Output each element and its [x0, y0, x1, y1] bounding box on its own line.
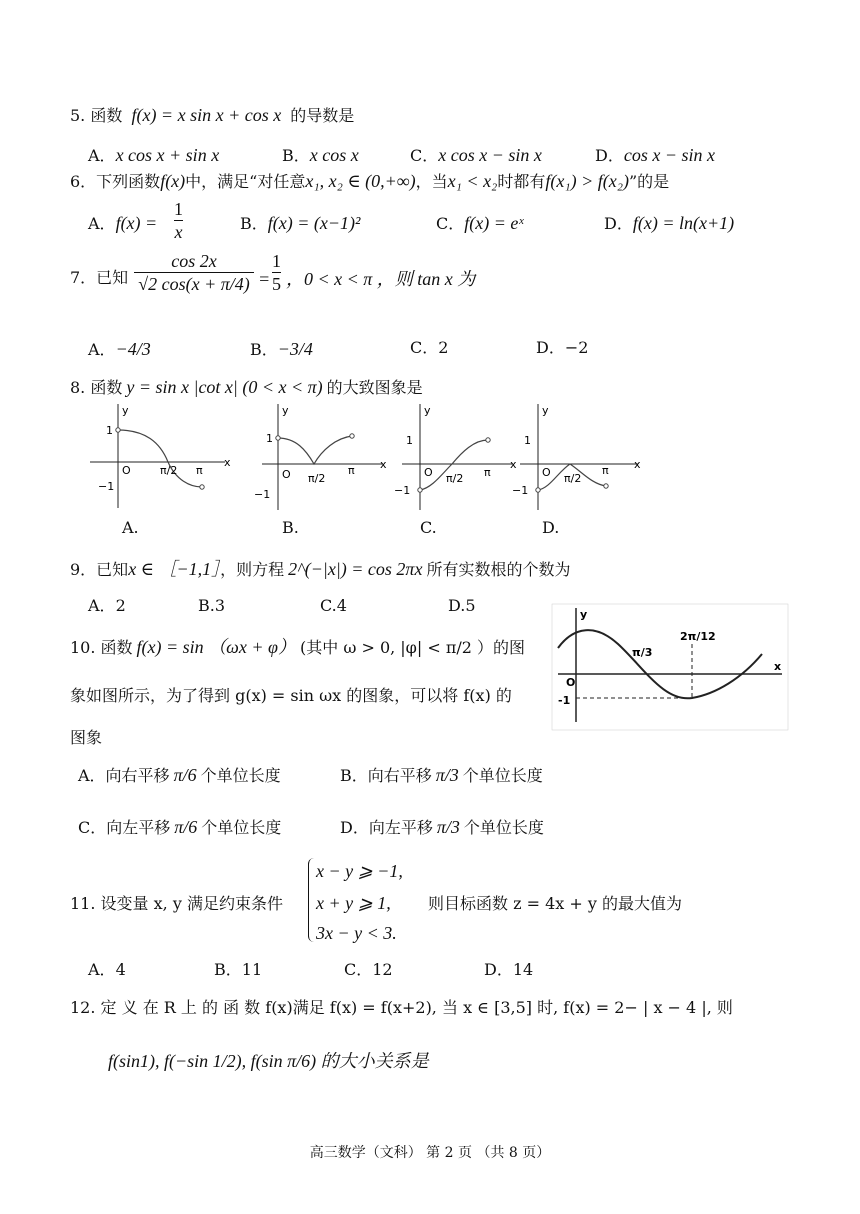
q11-tail: 则目标函数 z = 4x + y 的最大值为	[428, 894, 683, 913]
q11-option-a: A．4	[88, 960, 126, 979]
svg-text:1: 1	[266, 432, 273, 445]
svg-text:π/2: π/2	[564, 472, 582, 485]
svg-text:−1: −1	[512, 484, 529, 497]
page-footer: 高三数学（文科） 第 2 页 （共 8 页）	[309, 1145, 551, 1161]
q7-one-fifth: 1 5	[272, 251, 281, 294]
q6-option-c: C．f(x) = eˣ	[436, 213, 524, 233]
svg-text:x: x	[224, 456, 231, 469]
q8-label-d: D.	[542, 518, 560, 537]
svg-text:y: y	[542, 404, 549, 417]
q11-constraint-3: 3x − y < 3.	[316, 923, 397, 943]
svg-text:y: y	[122, 404, 129, 417]
svg-text:x: x	[774, 660, 782, 673]
svg-text:−1: −1	[98, 480, 115, 493]
svg-text:π/2: π/2	[160, 464, 178, 477]
q12-line2: f(sin1), f(−sin 1/2), f(sin π/6) 的大小关系是	[108, 1051, 429, 1071]
svg-text:π/2: π/2	[308, 472, 326, 485]
q5-option-d: D．cos x − sin x	[595, 145, 715, 165]
svg-text:y: y	[282, 404, 289, 417]
q10-line1: 10. 函数 f(x) = sin （ωx + φ） (其中 ω > 0, |φ| < π/2 ）的图	[70, 637, 526, 657]
q10-option-b: B．向右平移 π/3 个单位长度	[340, 765, 543, 785]
q8-stem: 8. 函数 y = sin x |cot x| (0 < x < π) 的大致图象是	[70, 377, 423, 397]
svg-text:π: π	[196, 464, 203, 477]
q8-label-b: B.	[282, 518, 299, 537]
q7-option-c: C．2	[410, 338, 449, 357]
svg-text:2π/12: 2π/12	[680, 630, 716, 643]
q10-line3: 图象	[70, 728, 103, 747]
svg-text:−1: −1	[394, 484, 411, 497]
q10-option-c: C．向左平移 π/6 个单位长度	[78, 817, 282, 837]
svg-text:x: x	[634, 458, 641, 471]
svg-text:O: O	[424, 466, 433, 479]
q11-option-d: D．14	[484, 960, 534, 979]
q10-option-d: D．向左平移 π/3 个单位长度	[340, 817, 544, 837]
q7-option-a: A．−4/3	[88, 339, 151, 359]
q11-constraint-1: x − y ⩾ −1,	[316, 861, 403, 881]
svg-text:1: 1	[106, 424, 113, 437]
svg-text:O: O	[282, 468, 291, 481]
q8-label-a: A.	[122, 518, 139, 537]
svg-text:O: O	[542, 466, 551, 479]
svg-text:π: π	[348, 464, 355, 477]
svg-text:1: 1	[524, 434, 531, 447]
q7-fraction: cos 2x √2 cos(x + π/4)	[134, 252, 254, 293]
q7-option-b: B．−3/4	[250, 339, 313, 359]
svg-text:π: π	[484, 466, 491, 479]
q8-graph-c	[394, 402, 522, 512]
q6-option-a: A．f(x) =	[88, 213, 158, 233]
svg-text:1: 1	[406, 434, 413, 447]
q11-constraint-2: x + y ⩾ 1,	[316, 893, 391, 913]
svg-text:−1: −1	[254, 488, 271, 501]
q6-option-d: D．f(x) = ln(x+1)	[604, 213, 735, 233]
q7-stem-label: 7．已知	[70, 268, 129, 287]
q8-label-c: C.	[420, 518, 437, 537]
q10-line2: 象如图所示，为了得到 g(x) = sin ωx 的图象，可以将 f(x) 的	[70, 686, 512, 705]
q9-option-b: B.3	[198, 596, 226, 615]
q10-option-a: A．向右平移 π/6 个单位长度	[78, 765, 281, 785]
q9-stem: 9．已知x ∈ ［−1,1］，则方程 2^(−|x|) = cos 2πx 所有实数根的个数为	[70, 559, 571, 579]
q9-option-a: A．2	[88, 596, 126, 615]
q7-option-d: D．−2	[536, 338, 589, 357]
q5-stem: 5. 函数 f(x) = x sin x + cos x 的导数是	[70, 105, 355, 125]
q5-option-b: B．x cos x	[282, 145, 359, 165]
q5-option-c: C．x cos x − sin x	[410, 145, 542, 165]
svg-text:y: y	[424, 404, 431, 417]
q11-brace	[308, 858, 315, 942]
q11-option-b: B．11	[214, 960, 263, 979]
q5-option-a: A．x cos x + sin x	[88, 145, 220, 165]
q7-equals: =	[258, 269, 271, 289]
q8-graph-b	[254, 402, 392, 512]
q6-stem: 6．下列函数f(x)中，满足“对任意x₁, x₂ ∈ (0,+∞)，当x₁ < x₂时都有f(x₁) > f(x₂)”的是	[70, 171, 670, 191]
svg-text:x: x	[510, 458, 517, 471]
q12-line1: 12. 定 义 在 R 上 的 函 数 f(x)满足 f(x) = f(x+2), 当 x ∈ [3,5] 时, f(x) = 2− | x − 4 |, 则	[70, 998, 733, 1017]
q9-option-d: D.5	[448, 596, 476, 615]
svg-text:π: π	[602, 464, 609, 477]
svg-text:O: O	[566, 676, 576, 689]
svg-text:x: x	[380, 458, 387, 471]
q8-graph-d	[512, 402, 650, 512]
q8-graph-a	[90, 402, 230, 512]
svg-text:π/2: π/2	[446, 472, 464, 485]
q11-stem: 11. 设变量 x, y 满足约束条件	[70, 894, 283, 913]
svg-text:O: O	[122, 464, 131, 477]
q7-range: ，0 < x < π ，则 tan x 为	[286, 269, 476, 289]
svg-text:π/3: π/3	[632, 646, 653, 659]
svg-text:y: y	[580, 608, 588, 621]
q6-option-b: B．f(x) = (x−1)²	[240, 213, 361, 233]
q11-option-c: C．12	[344, 960, 393, 979]
q9-option-c: C.4	[320, 596, 347, 615]
q6-option-a-fraction: 1 x	[174, 199, 183, 242]
svg-text:-1: -1	[558, 694, 571, 707]
q10-graph	[552, 604, 788, 730]
